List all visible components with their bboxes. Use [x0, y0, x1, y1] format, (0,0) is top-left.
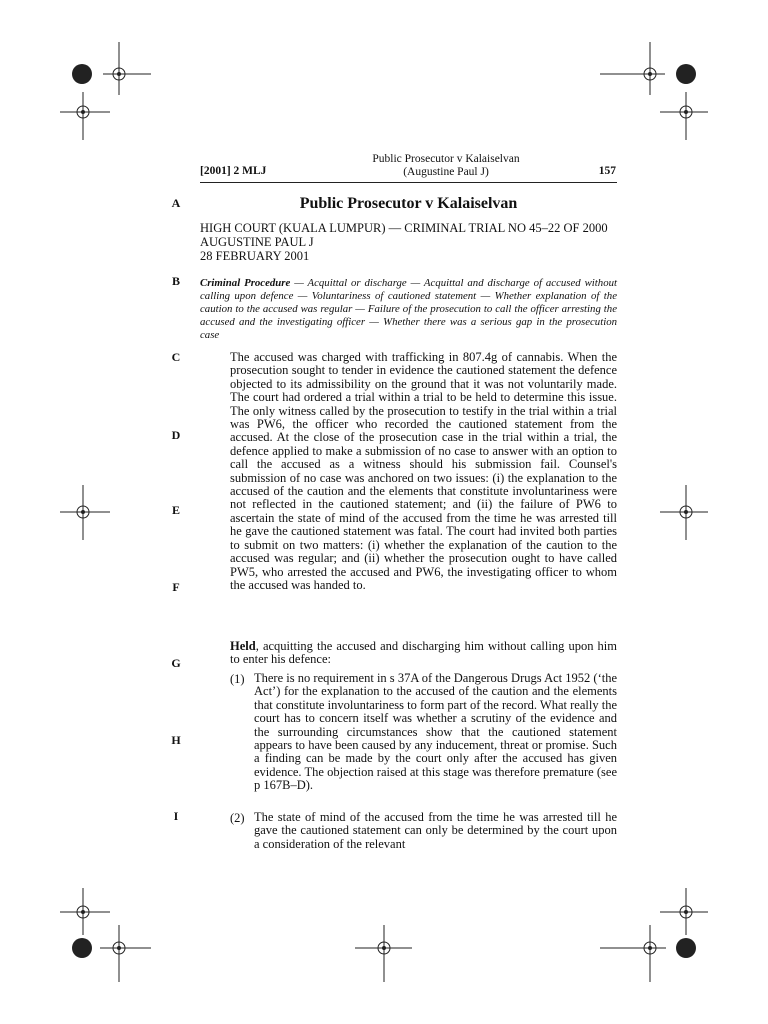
holding-text-1: There is no requirement in s 37A of the Dangerous Drugs Act 1952 (‘the Act’) for the explanation to the accused of the caution and the elements that constitute involuntariness to form part of the record. What really the court has to concern itself was whether a scrutiny of the evidence and the surrounding circumstances show that the cautioned statement appears to have been caused by any inducement, threat or promise. Such a finding can be made by the court only after the accused has given evidence. The objection raised at this stage was therefore premature (see p 167B–D).	[254, 671, 617, 793]
margin-letter-a: A	[171, 196, 181, 210]
holding-number-1: (1)	[230, 672, 245, 686]
header-case-short: Public Prosecutor v Kalaiselvan	[372, 153, 520, 165]
held-text: , acquitting the accused and discharging him without calling upon him to enter his defence:	[230, 639, 617, 667]
margin-letter-c: C	[171, 350, 181, 364]
held-label: Held	[230, 639, 256, 653]
margin-letter-g: G	[171, 656, 181, 670]
holding-number-2: (2)	[230, 811, 245, 825]
margin-letter-h: H	[171, 733, 181, 747]
holding-text-2: The state of mind of the accused from the time he was arrested till he gave the cautioned statement can only be determined by the court upon a consideration of the relevant	[254, 810, 617, 851]
margin-letter-i: I	[173, 809, 179, 823]
catchwords	[200, 277, 617, 342]
judgment-date: 28 FEBRUARY 2001	[200, 249, 310, 263]
catchwords-subject: Criminal Procedure	[200, 277, 291, 289]
case-title: Public Prosecutor v Kalaiselvan	[299, 195, 518, 212]
header-case-info	[340, 153, 552, 179]
margin-letter-b: B	[171, 274, 180, 288]
margin-letter-e: E	[171, 503, 180, 517]
court-line: HIGH COURT (KUALA LUMPUR) — CRIMINAL TRIAL NO 45–22 OF 2000	[200, 221, 608, 235]
header-page-number: 157	[598, 165, 616, 177]
header-citation: [2001] 2 MLJ	[200, 165, 267, 177]
judge-name: AUGUSTINE PAUL J	[200, 235, 314, 249]
summary-paragraph: The accused was charged with trafficking in 807.4g of cannabis. When the prosecution sought to tender in evidence the cautioned statement the defence objected to its admissibility on the ground that it was not voluntarily made. The court had ordered a trial within a trial to be held to determine this issue. The only witness called by the prosecution to testify in the trial within a trial was PW6, the officer who recorded the cautioned statement from the accused. At the close of the prosecution case in the trial within a trial, the defence applied to make a submission of no case to answer with an option to call the accused as a witness should his submission fail. Counsel's submission of no case was anchored on two issues: (i) the explanation to the accused of the caution and the elements that constitute involuntariness were not reflected in the cautioned statement; and (ii) the failure of PW6 to ascertain the state of mind of the accused from the time he was arrested till he gave the cautioned statement was fatal. The court had invited both parties to submit on two matters: (i) whether the explanation of the caution to the accused was regular; and (ii) whether the prosecution ought to have called PW5, who arrested the accused and PW6, the investigating officer to whom the accused was handed to.	[230, 350, 617, 592]
margin-letter-f: F	[172, 580, 180, 594]
held-paragraph	[230, 640, 617, 667]
margin-letter-d: D	[171, 428, 181, 442]
crop-mark-bottom-right	[0, 0, 1, 1]
header-rule	[200, 182, 617, 183]
header-judge-short: (Augustine Paul J)	[403, 166, 489, 178]
catchwords-text: — Acquittal or discharge — Acquittal and discharge of accused without calling upon defence — Voluntariness of cautioned statement — Whether explanation of the caution to the accused was regular — Failure of the prosecution to call the officer arresting the accused and the investigating officer — Whether there was a serious gap in the prosecution case	[200, 277, 617, 341]
